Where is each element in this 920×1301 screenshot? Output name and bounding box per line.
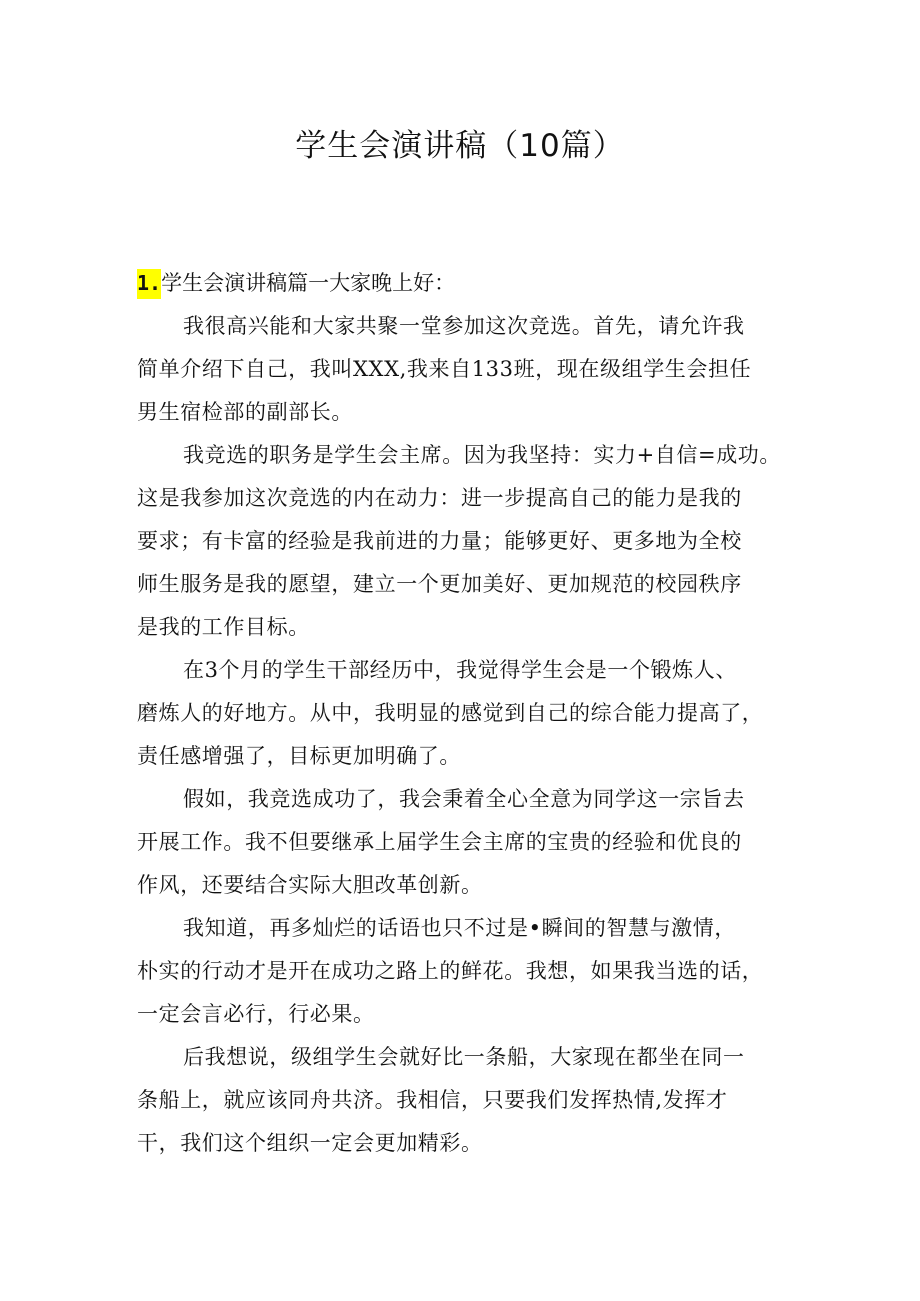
paragraph-line: 师生服务是我的愿望，建立一个更加美好、更加规范的校园秩序 <box>137 572 742 596</box>
paragraph-2 <box>137 434 785 649</box>
section-heading <box>137 262 785 305</box>
paragraph-3 <box>137 649 785 778</box>
paragraph-line: 作风，还要结合实际大胆改革创新。 <box>137 873 483 897</box>
section-number-highlight: 1. <box>137 269 161 299</box>
paragraph-6 <box>137 1036 785 1165</box>
paragraph-line: 一定会言必行，行必果。 <box>137 1002 375 1026</box>
paragraph-line: 假如，我竞选成功了，我会秉着全心全意为同学这一宗旨去 <box>183 787 745 811</box>
document-title: 学生会演讲稿（10篇） <box>295 128 625 164</box>
paragraph-line: 开展工作。我不但要继承上届学生会主席的宝贵的经验和优良的 <box>137 830 742 854</box>
paragraph-line: 我知道，再多灿烂的话语也只不过是•瞬间的智慧与激情， <box>183 916 736 940</box>
paragraph-line: 朴实的行动才是开在成功之路上的鲜花。我想，如果我当选的话， <box>137 959 764 983</box>
paragraph-line: 我很高兴能和大家共聚一堂参加这次竞选。首先，请允许我 <box>183 314 745 338</box>
paragraph-line: 男生宿检部的副部长。 <box>137 400 353 424</box>
paragraph-4 <box>137 778 785 907</box>
paragraph-line: 磨炼人的好地方。从中，我明显的感觉到自己的综合能力提高了， <box>137 701 764 725</box>
paragraph-line: 要求；有卡富的经验是我前进的力量；能够更好、更多地为全校 <box>137 529 742 553</box>
paragraph-line: 这是我参加这次竞选的内在动力：进一步提高自己的能力是我的 <box>137 486 742 510</box>
paragraph-line: 简单介绍下自己，我叫XXX,我来自133班，现在级组学生会担任 <box>137 357 752 381</box>
paragraph-line: 是我的工作目标。 <box>137 615 310 639</box>
paragraph-5 <box>137 907 785 1036</box>
paragraph-line: 在3个月的学生干部经历中，我觉得学生会是一个锻炼人、 <box>183 658 737 682</box>
paragraph-1 <box>137 305 785 434</box>
section-heading-text: 学生会演讲稿篇一大家晚上好： <box>161 271 456 295</box>
paragraph-line: 责任感增强了，目标更加明确了。 <box>137 744 461 768</box>
paragraph-line: 干，我们这个组织一定会更加精彩。 <box>137 1131 483 1155</box>
paragraph-line: 后我想说，级组学生会就好比一条船，大家现在都坐在同一 <box>183 1045 745 1069</box>
paragraph-line: 条船上，就应该同舟共济。我相信，只要我们发挥热情,发挥才 <box>137 1088 728 1112</box>
paragraph-line: 我竞选的职务是学生会主席。因为我坚持：实力+自信=成功。 <box>183 443 781 467</box>
document-body <box>137 262 785 1165</box>
